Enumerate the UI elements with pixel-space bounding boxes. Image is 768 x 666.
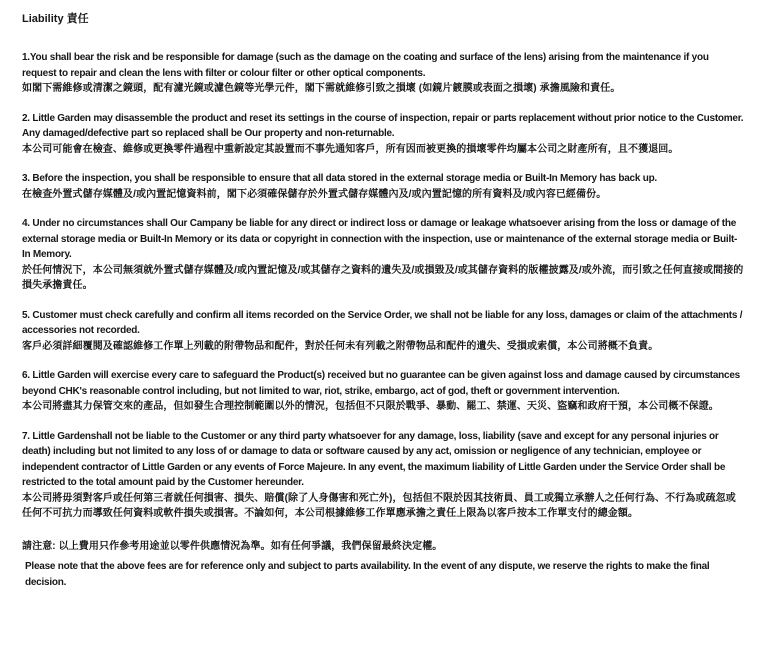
clause-2-english: 2. Little Garden may disassemble the product and reset its settings in the course of inspection, repair or parts replacement without prior notice to the Customer. Any damaged/defective part so replaced shall be Our property and non-returnable. (22, 112, 744, 139)
clause-1-english: 1.You shall bear the risk and be responsible for damage (such as the damage on the coating and surface of the lens) arising from the maintenance if you request to repair and clean the lens with filter or colour filter or other optical components. (22, 52, 709, 79)
clause-3 (22, 171, 745, 202)
clause-5 (22, 308, 745, 355)
clause-7 (22, 429, 745, 522)
clause-5-english: 5. Customer must check carefully and confirm all items recorded on the Service Order, we shall not be liable for any loss, damages or claim of the attachments / accessories not recorded. (22, 309, 743, 336)
clause-6-chinese: 本公司將盡其力保管交來的產品，但如發生合理控制範圍以外的情況，包括但不只限於戰爭、暴動、罷工、禁運、天災、盜竊和政府干預，本公司概不保證。 (22, 401, 719, 412)
clause-1 (22, 50, 745, 97)
clause-7-chinese: 本公司將毋須對客戶或任何第三者就任何損害、損失、賠償(除了人身傷害和死亡外)，包括但不限於因其技術員、員工或獨立承辦人之任何行為、不行為或疏忽或任何不可抗力而導致任何資料或軟件損失或損害。不論如何，本公司根據維修工作單應承擔之責任上限為以客戶按本工作單支付的總金額。 (22, 492, 736, 519)
clause-3-chinese: 在檢查外置式儲存媒體及/或內置記憶資料前，閣下必須確保儲存於外置式儲存媒體內及/或內置記憶的所有資料及/或內容已經備份。 (22, 188, 607, 200)
clause-1-chinese: 如閣下需維修或清潔之鏡頭，配有濾光鏡或濾色鏡等光學元件，閣下需就維修引致之損壞 (如鏡片鍍膜或表面之損壞) 承擔風險和責任。 (22, 83, 621, 94)
footer-note-chinese: 請注意: 以上費用只作參考用途並以零件供應情況為準。如有任何爭議，我們保留最終決定權。 (22, 540, 443, 552)
clause-4-chinese: 於任何情況下，本公司無須就外置式儲存媒體及/或內置記憶及/或其儲存之資料的遺失及/或損毀及/或其儲存資料的版權披露及/或外流，而引致之任何直接或間接的損失承擔責任。 (22, 264, 744, 291)
footer-note (22, 539, 745, 591)
clause-7-english: 7. Little Gardenshall not be liable to the Customer or any third party whatsoever for any damage, loss, liability (save and except for any personal injuries or death) including but not limited to any loss of or damage to data or software caused by any act, omission or negligence of any technician, employee or independent contractor of Little Garden or any events of Force Majeure. In any event, the maximum liability of Little Garden under the Service Order shall be restricted to the total amount paid by the Customer hereunder. (22, 430, 726, 488)
clause-4-english: 4. Under no circumstances shall Our Campany be liable for any direct or indirect loss or damage or leakage whatsoever arising from the loss or damage of the external storage media or Built-In Memory or its data or copyright in connection with the inspection, use or maintenance of the external storage media or Built-In Memory. (22, 218, 738, 260)
clause-3-english: 3. Before the inspection, you shall be responsible to ensure that all data stored in the external storage media or Built-In Memory has back up. (22, 173, 657, 184)
clause-5-chinese: 客戶必須詳細覆閱及確認維修工作單上列載的附帶物品和配件，對於任何未有列載之附帶物品和配件的遺失、受損或索償，本公司將概不負責。 (22, 340, 659, 352)
clause-6 (22, 368, 745, 415)
clause-4 (22, 216, 745, 294)
page-title: Liability 責任 (22, 13, 89, 25)
footer-note-english: Please note that the above fees are for reference only and subject to parts availability. In the event of any dispute, we reserve the rights to make the final decision. (25, 561, 710, 588)
clause-2-chinese: 本公司可能會在檢查、維修或更換零件過程中重新設定其設置而不事先通知客戶，所有因而被更換的損壞零件均屬本公司之財產所有，且不獲退回。 (22, 143, 679, 155)
clause-6-english: 6. Little Garden will exercise every care to safeguard the Product(s) received but no guarantee can be given against loss and damage caused by circumstances beyond CHK's reasonable control including, but not limited to war, riot, strike, embargo, act of god, theft or government intervention. (22, 370, 740, 397)
clause-2 (22, 111, 745, 158)
